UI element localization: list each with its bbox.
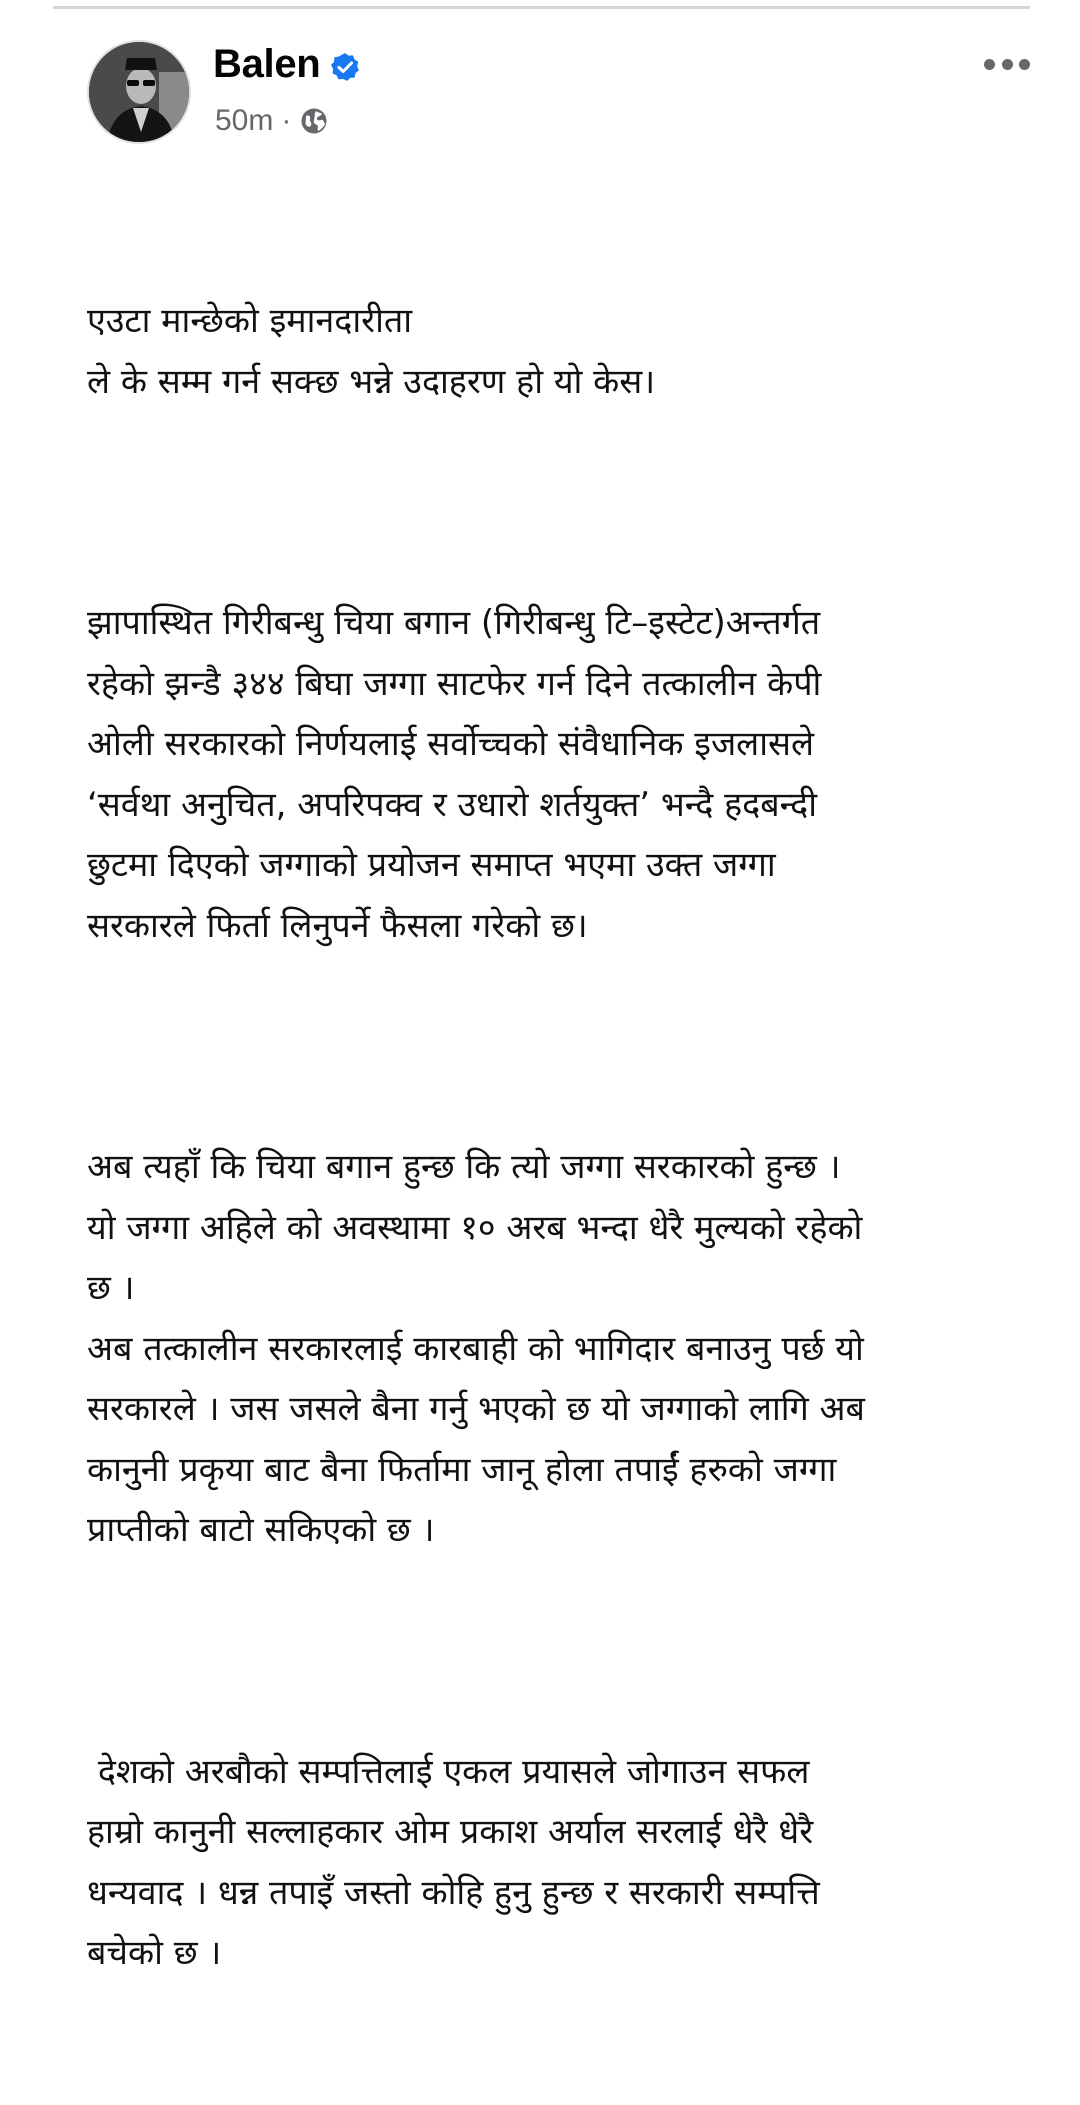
more-dot <box>984 59 995 70</box>
post-header <box>87 40 1030 150</box>
divider <box>53 6 1030 9</box>
more-options-icon[interactable] <box>984 54 1030 74</box>
author-row <box>213 42 360 87</box>
globe-icon[interactable] <box>299 106 329 136</box>
more-dot <box>1002 59 1013 70</box>
author-name[interactable]: Balen <box>213 42 321 86</box>
post-paragraph: एउटा मान्छेको इमानदारीता ले के सम्म गर्न सक्छ भन्ने उदाहरण हो यो केस। <box>87 301 656 402</box>
post-paragraph: अब त्यहाँ कि चिया बगान हुन्छ कि त्यो जग्गा सरकारको हुन्छ । यो जग्गा अहिले को अवस्थामा १० अरब भन्दा धेरै मुल्यको रहेको छ । अब तत्कालीन सरकारलाई कारबाही को भागिदार बनाउनु पर्छ यो सरकारले । जस जसले बैना गर्नु भएको छ यो जग्गाको लागि अब कानुनी प्रकृया बाट बैना फिर्तामा जानू होला तपाईं हरुको जग्गा प्राप्तीको बाटो सकिएको छ । <box>87 1147 865 1550</box>
verified-badge-icon <box>330 52 360 82</box>
left-margin <box>0 0 53 1505</box>
meta-separator: · <box>281 104 292 137</box>
post-paragraph: देशको अरबौको सम्पत्तिलाई एकल प्रयासले जोगाउन सफल हाम्रो कानुनी सल्लाहकार ओम प्रकाश अर्याल सरलाई धेरै धेरै धन्यवाद । धन्न तपाइँ जस्तो कोहि हुनु हुन्छ र सरकारी सम्पत्ति बचेको छ । <box>87 1751 820 1973</box>
post-card <box>53 0 1030 1973</box>
more-dot <box>1019 59 1030 70</box>
post-text <box>87 170 1027 2105</box>
post-time[interactable]: 50m <box>215 104 274 137</box>
post-paragraph: झापास्थित गिरीबन्धु चिया बगान (गिरीबन्धु टि–इस्टेट)अन्तर्गत रहेको झन्डै ३४४ बिघा जग्गा साटफेर गर्न दिने तत्कालीन केपी ओली सरकारको निर्णयलाई सर्वोच्चको संवैधानिक इजलासले ‘सर्वथा अनुचित, अपरिपक्व र उधारो शर्तयुक्त’ भन्दै हदबन्दी छुटमा दिएको जग्गाको प्रयोजन समाप्त भएमा उक्त जग्गा सरकारले फिर्ता लिनुपर्ने फैसला गरेको छ। <box>87 603 822 946</box>
avatar[interactable] <box>87 40 191 144</box>
post-meta <box>215 104 329 138</box>
